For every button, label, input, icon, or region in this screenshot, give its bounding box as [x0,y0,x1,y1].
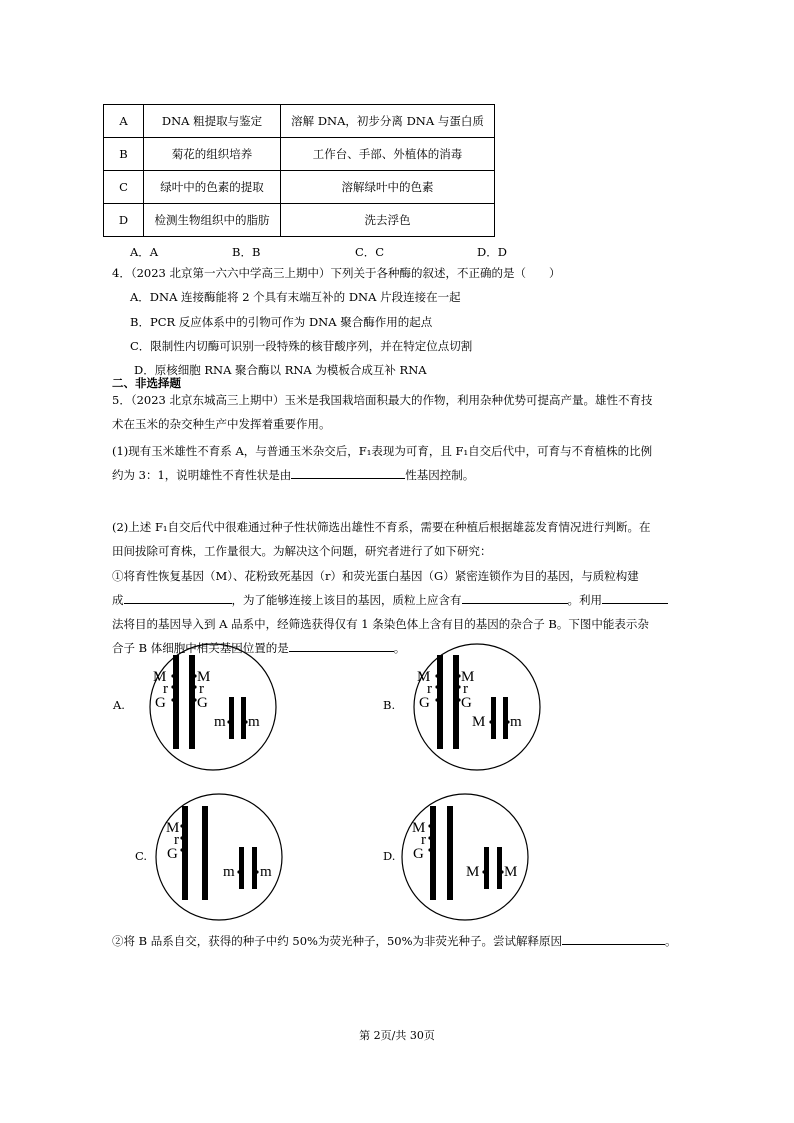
q3-option-d[interactable]: D．D [477,245,507,259]
q4-stem: 4．（2023 北京第一六六中学高三上期中）下列关于各种酶的叙述，不正确的是（ ） [112,266,561,280]
q5-part1-line2 [112,464,474,486]
page-footer: 第 2页/共 30页 [359,1029,435,1042]
table-cell: C [104,171,144,204]
q5-sub1-text: 合子 B 体细胞中相关基因位置的是 [112,641,289,655]
q5-sub1-text-end: 。利用 [567,593,602,607]
section-heading: 二、非选择题 [112,376,181,390]
gene-label: M [417,669,431,685]
diagram-c[interactable] [154,790,284,924]
table-cell: B [104,138,144,171]
chromosome [491,697,496,739]
diagram-d[interactable] [400,790,530,924]
answer-blank[interactable] [124,590,232,604]
gene-label: G [167,846,178,862]
q5-sub1-line2 [112,589,668,611]
q3-option-b[interactable]: B．B [232,245,261,259]
gene-label: m [214,714,226,730]
gene-label: m [510,714,522,730]
chromosome [189,655,195,749]
table-row [104,171,495,204]
q5-sub1-line3: 法将目的基因导入到 A 品系中，经筛选获得仅有 1 条染色体上含有目的基因的杂合子 B。下图中能表示杂 [112,617,649,631]
gene-label: M [412,820,426,836]
table-cell: A [104,105,144,138]
chromosome [229,697,234,739]
q3-option-a[interactable]: A．A [130,245,159,259]
diagram-b[interactable] [412,640,542,774]
table-cell: 绿叶中的色素的提取 [144,171,281,204]
cell-outline [150,644,276,770]
experiment-table [103,104,495,237]
chromosome [252,847,257,889]
diagram-a[interactable] [148,640,278,774]
q3-option-c[interactable]: C．C [355,245,385,259]
q5-part1-text-end: 性基因控制。 [405,468,475,482]
gene-label: r [199,681,204,697]
gene-label: r [421,832,426,848]
chromosome [239,847,244,889]
gene-label: M [166,820,180,836]
gene-label: G [461,695,472,711]
diagram-d-label[interactable]: D. [383,849,396,863]
chromosome [202,806,208,900]
table-cell: DNA 粗提取与鉴定 [144,105,281,138]
q5-part1-line1: (1)现有玉米雄性不育系 A，与普通玉米杂交后，F₁表现为可育，且 F₁自交后代中，可育与不育植株的比例 [112,444,653,458]
gene-label: M [461,669,475,685]
q5-part1-text: 约为 3：1，说明雄性不育性状是由 [112,468,292,482]
q5-sub1-line1: ①将育性恢复基因（M）、花粉致死基因（r）和荧光蛋白基因（G）紧密连锁作为目的基因，与质粒构建 [112,569,639,583]
table-cell: 溶解 DNA，初步分离 DNA 与蛋白质 [281,105,495,138]
gene-label: r [463,681,468,697]
chromosome [503,697,508,739]
gene-label: m [248,714,260,730]
q4-option-c[interactable]: C．限制性内切酶可识别一段特殊的核苷酸序列，并在特定位点切割 [130,339,473,353]
table-cell: 洗去浮色 [281,204,495,237]
gene-label: M [472,714,486,730]
chromosome [453,655,459,749]
table-cell: 菊花的组织培养 [144,138,281,171]
q5-sub1-text-mid: ，为了能够连接上该目的基因，质粒上应含有 [231,593,462,607]
gene-label: m [260,864,272,880]
table-cell: D [104,204,144,237]
q4-option-d[interactable]: D．原核细胞 RNA 聚合酶以 RNA 为模板合成互补 RNA [134,363,427,377]
answer-blank[interactable] [289,638,394,652]
diagram-c-label[interactable]: C. [135,849,148,863]
table-row [104,105,495,138]
q5-stem-line2: 术在玉米的杂交种生产中发挥着重要作用。 [112,417,331,431]
answer-blank[interactable] [602,590,668,604]
gene-label: G [413,846,424,862]
gene-label: r [427,681,432,697]
chromosome [182,806,188,900]
q5-sub1-text-end: 。 [393,641,406,655]
q5-stem-line1: 5．（2023 北京东城高三上期中）玉米是我国栽培面积最大的作物，利用杂种优势可提高产量。雄性不育技 [112,393,653,407]
chromosome [484,847,489,889]
chromosome [437,655,443,749]
q4-option-b[interactable]: B．PCR 反应体系中的引物可作为 DNA 聚合酶作用的起点 [130,315,433,329]
table-cell: 工作台、手部、外植体的消毒 [281,138,495,171]
gene-label: r [163,681,168,697]
gene-label: M [504,864,518,880]
answer-blank[interactable] [562,931,665,945]
q5-sub2 [112,930,677,952]
q5-part2-line1: (2)上述 F₁自交后代中很难通过种子性状筛选出雄性不育系，需要在种植后根据雄蕊发育情况进行判断。在 [112,520,651,534]
table-cell: 检测生物组织中的脂肪 [144,204,281,237]
gene-label: G [155,695,166,711]
answer-blank[interactable] [462,590,568,604]
q5-part2-line2: 田间拔除可育株，工作量很大。为解决这个问题，研究者进行了如下研究： [112,544,492,558]
gene-label: G [197,695,208,711]
table-cell: 溶解绿叶中的色素 [281,171,495,204]
q4-option-a[interactable]: A．DNA 连接酶能将 2 个具有末端互补的 DNA 片段连接在一起 [130,290,461,304]
gene-label: M [153,669,167,685]
gene-label: M [197,669,211,685]
chromosome [173,655,179,749]
cell-outline [414,644,540,770]
q5-sub2-text: ②将 B 品系自交，获得的种子中约 50%为荧光种子，50%为非荧光种子。尝试解释原因 [112,934,563,948]
gene-label: G [419,695,430,711]
gene-label: r [174,832,179,848]
diagram-b-label[interactable]: B. [383,698,396,712]
chromosome [497,847,502,889]
table-row [104,204,495,237]
chromosome [447,806,453,900]
chromosome [430,806,436,900]
q5-sub1-text: 成 [112,593,124,607]
gene-label: m [223,864,235,880]
gene-label: M [466,864,480,880]
q5-sub2-text-end: 。 [665,934,677,948]
chromosome [241,697,246,739]
answer-blank[interactable] [291,465,405,479]
table-row [104,138,495,171]
diagram-a-label[interactable]: A. [113,698,125,712]
